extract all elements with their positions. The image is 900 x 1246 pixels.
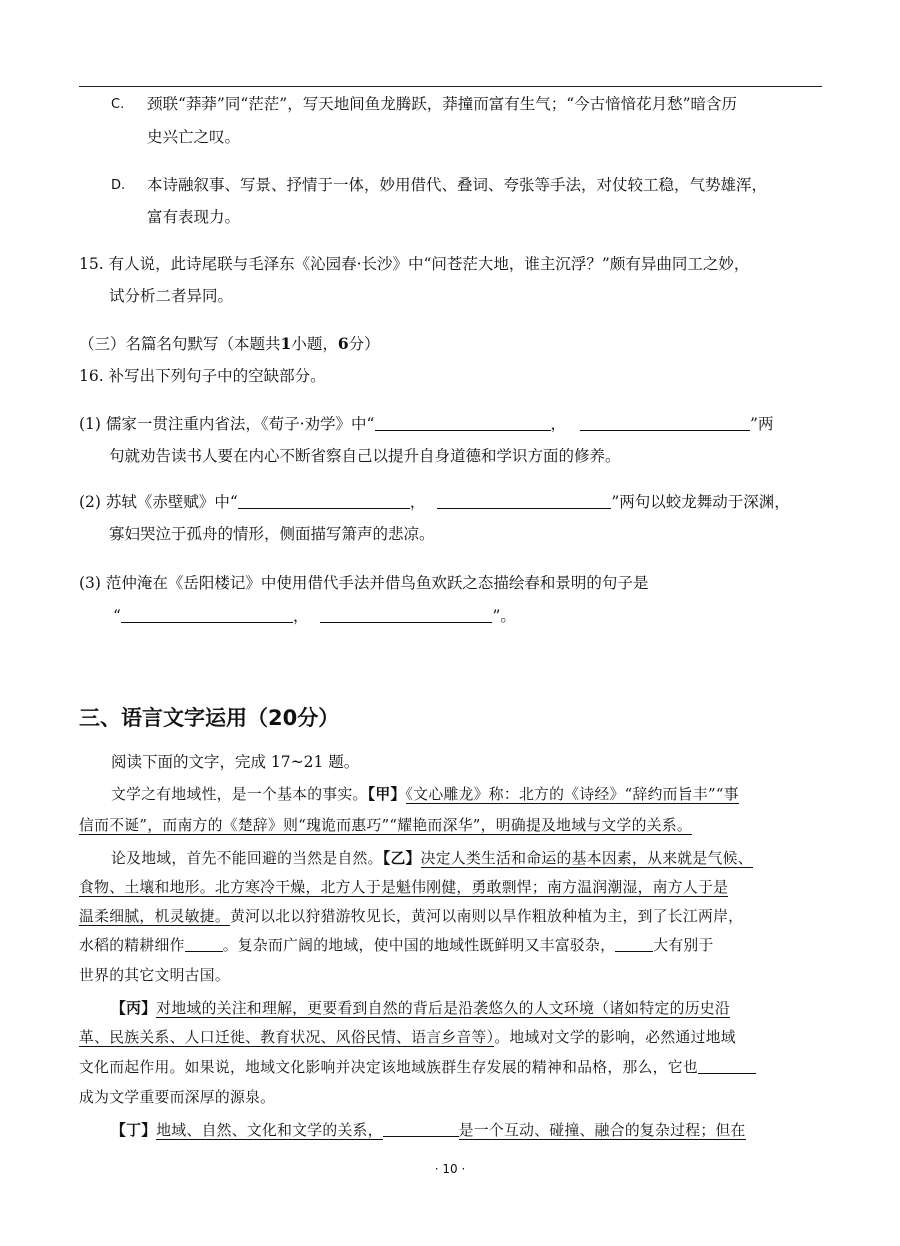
passage-blank-4[interactable]	[383, 1120, 459, 1137]
page-number: · 10 ·	[434, 1162, 466, 1176]
passage-p2-line4: 水稻的精耕细作 。复杂而广阔的地域，使中国的地域性既鲜明又丰富驳杂， 大有别于	[79, 937, 714, 954]
passage-p1-line1: 文学之有地域性，是一个基本的事实。【甲】《文心雕龙》称：北方的《诗经》“辞约而旨丰”“事	[111, 786, 739, 803]
q16-item2-blank-a[interactable]	[238, 492, 410, 509]
section3-title: （三）名篇名句默写（本题共1小题，6分）	[79, 334, 380, 353]
passage-blank-2[interactable]	[615, 935, 653, 952]
passage-p2-line1: 论及地域，首先不能回避的当然是自然。【乙】决定人类生活和命运的基本因素，从来就是气候、	[111, 850, 753, 867]
passage-blank-1[interactable]	[185, 935, 223, 952]
passage-p3-line2: 革、民族关系、人口迁徙、教育状况、风俗民情、语言乡音等）。地域对文学的影响，必然通过地域	[79, 1029, 736, 1046]
passage-p3-line1: 【丙】对地域的关注和理解，更要看到自然的背后是沿袭悠久的人文环境（诸如特定的历史沿	[111, 1000, 730, 1017]
q16-item1-line2: 句就劝告读书人要在内心不断省察自己以提升自身道德和学识方面的修养。	[109, 447, 621, 465]
passage-p1-line2: 信而不诞”，而南方的《楚辞》则“瑰诡而惠巧”“耀艳而深华”，明确提及地域与文学的关系。	[79, 817, 693, 834]
passage-p4-line1: 【丁】地域、自然、文化和文学的关系， 是一个互动、碰撞、融合的复杂过程；但在	[111, 1122, 746, 1139]
part3-heading: 三、语言文字运用（20分）	[79, 706, 340, 730]
q15-line2: 试分析二者异同。	[109, 287, 234, 305]
passage-p3-line3: 文化而起作用。如果说，地域文化影响并决定该地域族群生存发展的精神和品格，那么，它也	[79, 1057, 756, 1079]
q16-item1-line1: (1) 儒家一贯注重内省法，《荀子·劝学》中“ ， ”两	[79, 415, 774, 433]
q16-item3-line2: “ ， ”。	[113, 607, 516, 625]
q16-item3-blank-a[interactable]	[121, 606, 293, 623]
header-rule	[79, 86, 822, 87]
passage-p2-line3: 温柔细腻，机灵敏捷。黄河以北以狩猎游牧见长，黄河以南则以旱作粗放种植为主，到了长江两岸，	[79, 908, 744, 925]
option-d-letter: D.	[111, 178, 126, 193]
q16-item3-line1: (3) 范仲淹在《岳阳楼记》中使用借代手法并借鸟鱼欢跃之态描绘春和景明的句子是	[79, 574, 649, 592]
passage-p2-line5: 世界的其它文明古国。	[79, 967, 230, 984]
q16-item3-blank-b[interactable]	[320, 606, 492, 623]
passage-p2-line2: 食物、土壤和地形。北方寒冷干燥，北方人于是魁伟刚健，勇敢剽悍；南方温润潮湿，南方人于是	[79, 879, 729, 896]
passage-blank-3[interactable]	[698, 1057, 756, 1074]
option-c-letter: C.	[111, 97, 125, 112]
q15-line1: 15. 有人说，此诗尾联与毛泽东《沁园春·长沙》中“问苍茫大地，谁主沉浮？”颇有异曲同工之妙，	[79, 255, 750, 273]
q16-item2-line2: 寡妇哭泣于孤舟的情形，侧面描写箫声的悲凉。	[109, 525, 435, 543]
passage-intro: 阅读下面的文字，完成 17~21 题。	[111, 753, 360, 771]
q16-item2-line1: (2) 苏轼《赤壁赋》中“ ， ”两句以蛟龙舞动于深渊，	[79, 493, 790, 511]
option-c-line1: 颈联“莽莽”同“茫茫”，写天地间鱼龙腾跃，莽撞而富有生气；“今古愔愔花月愁”暗含历	[147, 95, 738, 113]
q16-item1-blank-b[interactable]	[580, 414, 750, 431]
q16-item1-blank-a[interactable]	[375, 414, 551, 431]
option-d-line2: 富有表现力。	[147, 208, 241, 226]
q16-intro: 16. 补写出下列句子中的空缺部分。	[79, 367, 326, 385]
option-d-line1: 本诗融叙事、写景、抒情于一体，妙用借代、叠词、夸张等手法，对仗较工稳，气势雄浑，	[147, 176, 768, 194]
q16-item2-blank-b[interactable]	[437, 492, 611, 509]
passage-p3-line4: 成为文学重要而深厚的源泉。	[79, 1089, 276, 1106]
option-c-line2: 史兴亡之叹。	[147, 128, 241, 146]
